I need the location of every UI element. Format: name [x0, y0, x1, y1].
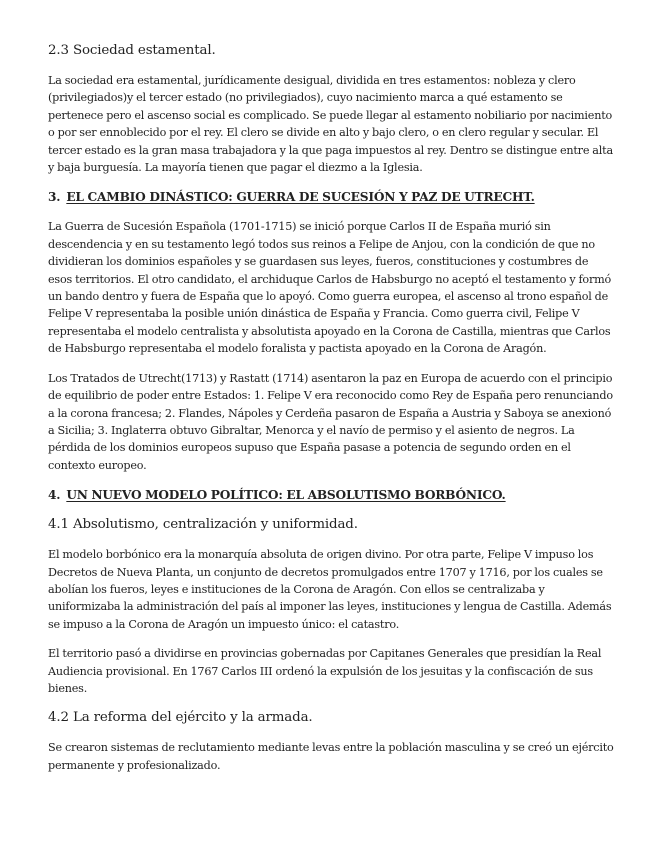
- paragraph-reforma-ejercito: Se crearon sistemas de reclutamiento mediante levas entre la población masculina y se creó un ejército permanente y profesionalizado.: [48, 741, 614, 772]
- subsection-title-2-3: 2.3 Sociedad estamental.: [48, 43, 216, 58]
- section-number: 4.: [48, 488, 61, 503]
- section-title: UN NUEVO MODELO POLÍTICO: EL ABSOLUTISMO BORBÓNICO.: [66, 488, 506, 503]
- section-heading-4: [48, 486, 614, 504]
- paragraph-sociedad-estamental: La sociedad era estamental, jurídicamente desigual, dividida en tres estamentos: nobleza y clero (privilegiados)y el tercer estado (no privilegiados), cuyo nacimiento marca a qué estamento se pertenece pero el ascenso social es complicado. Se puede llegar al estamento nobiliario por nacimiento o por ser ennoblecido por el rey. El clero se divide en alto y bajo clero, o en clero regular y secular. El tercer estado es la gran masa trabajadora y la que paga impuestos al rey. Dentro se distingue entre alta y baja burguesía. La mayoría tienen que pagar el diezmo a la Iglesia.: [48, 74, 613, 175]
- section-number: 3.: [48, 190, 61, 205]
- subsection-title-4-2: 4.2 La reforma del ejército y la armada.: [48, 710, 313, 726]
- paragraph-territorio-provincias: El territorio pasó a dividirse en provincias gobernadas por Capitanes Generales que presidían la Real Audiencia provisional. En 1767 Carlos III ordenó la expulsión de los jesuitas y la confiscación de sus bienes.: [48, 647, 602, 695]
- section-title: EL CAMBIO DINÁSTICO: GUERRA DE SUCESIÓN Y PAZ DE UTRECHT.: [66, 190, 535, 205]
- paragraph-modelo-borbonico: El modelo borbónico era la monarquía absoluta de origen divino. Por otra parte, Felipe V impuso los Decretos de Nueva Planta, un conjunto de decretos promulgados entre 1707 y 1716, por los cuales se abolían los fueros, leyes e instituciones de la Corona de Aragón. Con ellos se centralizaba y uniformizaba la administración del país al imponer las leyes, instituciones y lengua de Castilla. Además se impuso a la Corona de Aragón un impuesto único: el catastro.: [48, 548, 612, 631]
- paragraph-guerra-sucesion: La Guerra de Sucesión Española (1701-1715) se inició porque Carlos II de España murió sin descendencia y en su testamento legó todos sus reinos a Felipe de Anjou, con la condición de que no dividieran los dominios españoles y se guardasen sus leyes, fueros, constituciones y costumbres de esos territorios. El otro candidato, el archiduque Carlos de Habsburgo no aceptó el testamento y formó un bando dentro y fuera de España que lo apoyó. Como guerra europea, el ascenso al trono español de Felipe V representaba la posible unión dinástica de España y Francia. Como guerra civil, Felipe V representaba el modelo centralista y absolutista apoyado en la Corona de Castilla, mientras que Carlos de Habsburgo representaba el modelo foralista y pactista apoyado en la Corona de Aragón.: [48, 220, 612, 356]
- section-heading-3: [48, 188, 614, 206]
- subsection-title-4-1: 4.1 Absolutismo, centralización y uniformidad.: [48, 517, 358, 533]
- paragraph-tratados-utrecht: Los Tratados de Utrecht(1713) y Rastatt (1714) asentaron la paz en Europa de acuerdo con el principio de equilibrio de poder entre Estados: 1. Felipe V era reconocido como Rey de España pero renunciando a la corona francesa; 2. Flandes, Nápoles y Cerdeña pasaron de España a Austria y Saboya se anexionó a Sicilia; 3. Inglaterra obtuvo Gibraltar, Menorca y el navío de permiso y el asiento de negros. La pérdida de los dominios europeos supuso que España pasase a potencia de segundo orden en el contexto europeo.: [48, 371, 613, 472]
- document-page: [48, 42, 614, 786]
